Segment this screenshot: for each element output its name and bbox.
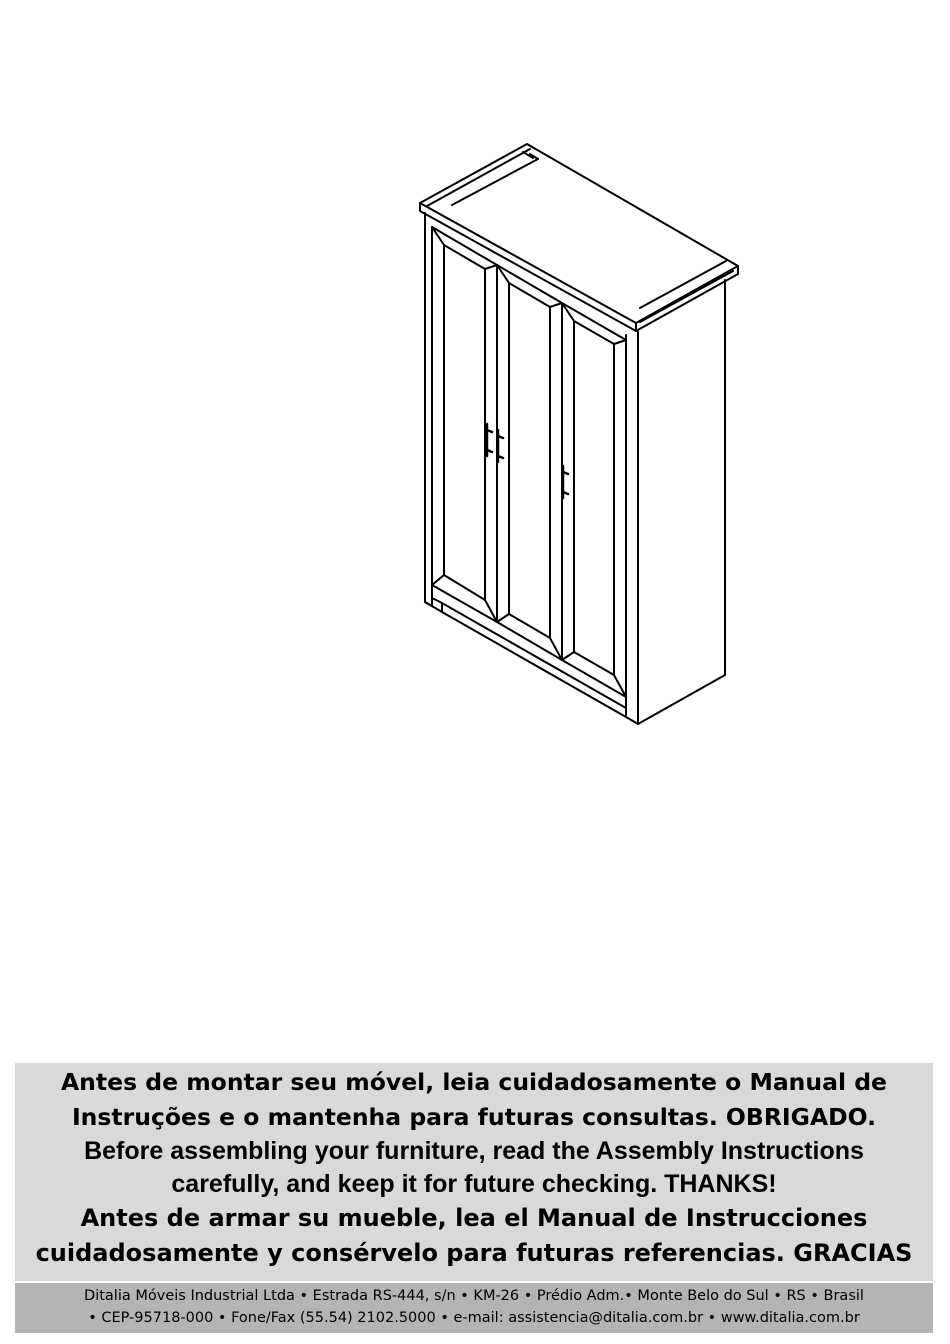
wardrobe-handles [487,424,568,498]
wardrobe-top [420,144,738,331]
notice-en-line-2: carefully, and keep it for future checking. THANKS! [171,1170,777,1198]
notice-pt-line-1: Antes de montar seu móvel, leia cuidadosamente o Manual de [61,1068,887,1096]
notice-en-line-1: Before assembling your furniture, read the Assembly Instructions [84,1137,864,1165]
notice-pt-line-2: Instruções e o mantenha para futuras consultas. OBRIGADO. [71,1103,877,1131]
footer-address-line: Ditalia Móveis Industrial Ltda • Estrada RS-444, s/n • KM-26 • Prédio Adm.• Monte Belo do Sul • RS • Brasil [84,1288,864,1304]
notice-es-line-1: Antes de armar su mueble, lea el Manual de Instrucciones [80,1204,868,1232]
assembly-notice [15,1063,933,1281]
wardrobe-door-middle [497,265,562,660]
wardrobe-door-right [562,303,626,697]
company-footer [15,1283,933,1333]
notice-es-line-2: cuidadosamente y consérvelo para futuras referencias. GRACIAS [35,1239,913,1267]
footer-contact-line: • CEP-95718-000 • Fone/Fax (55.54) 2102.5000 • e-mail: assistencia@ditalia.com.br • www.ditalia.com.br [88,1310,860,1326]
